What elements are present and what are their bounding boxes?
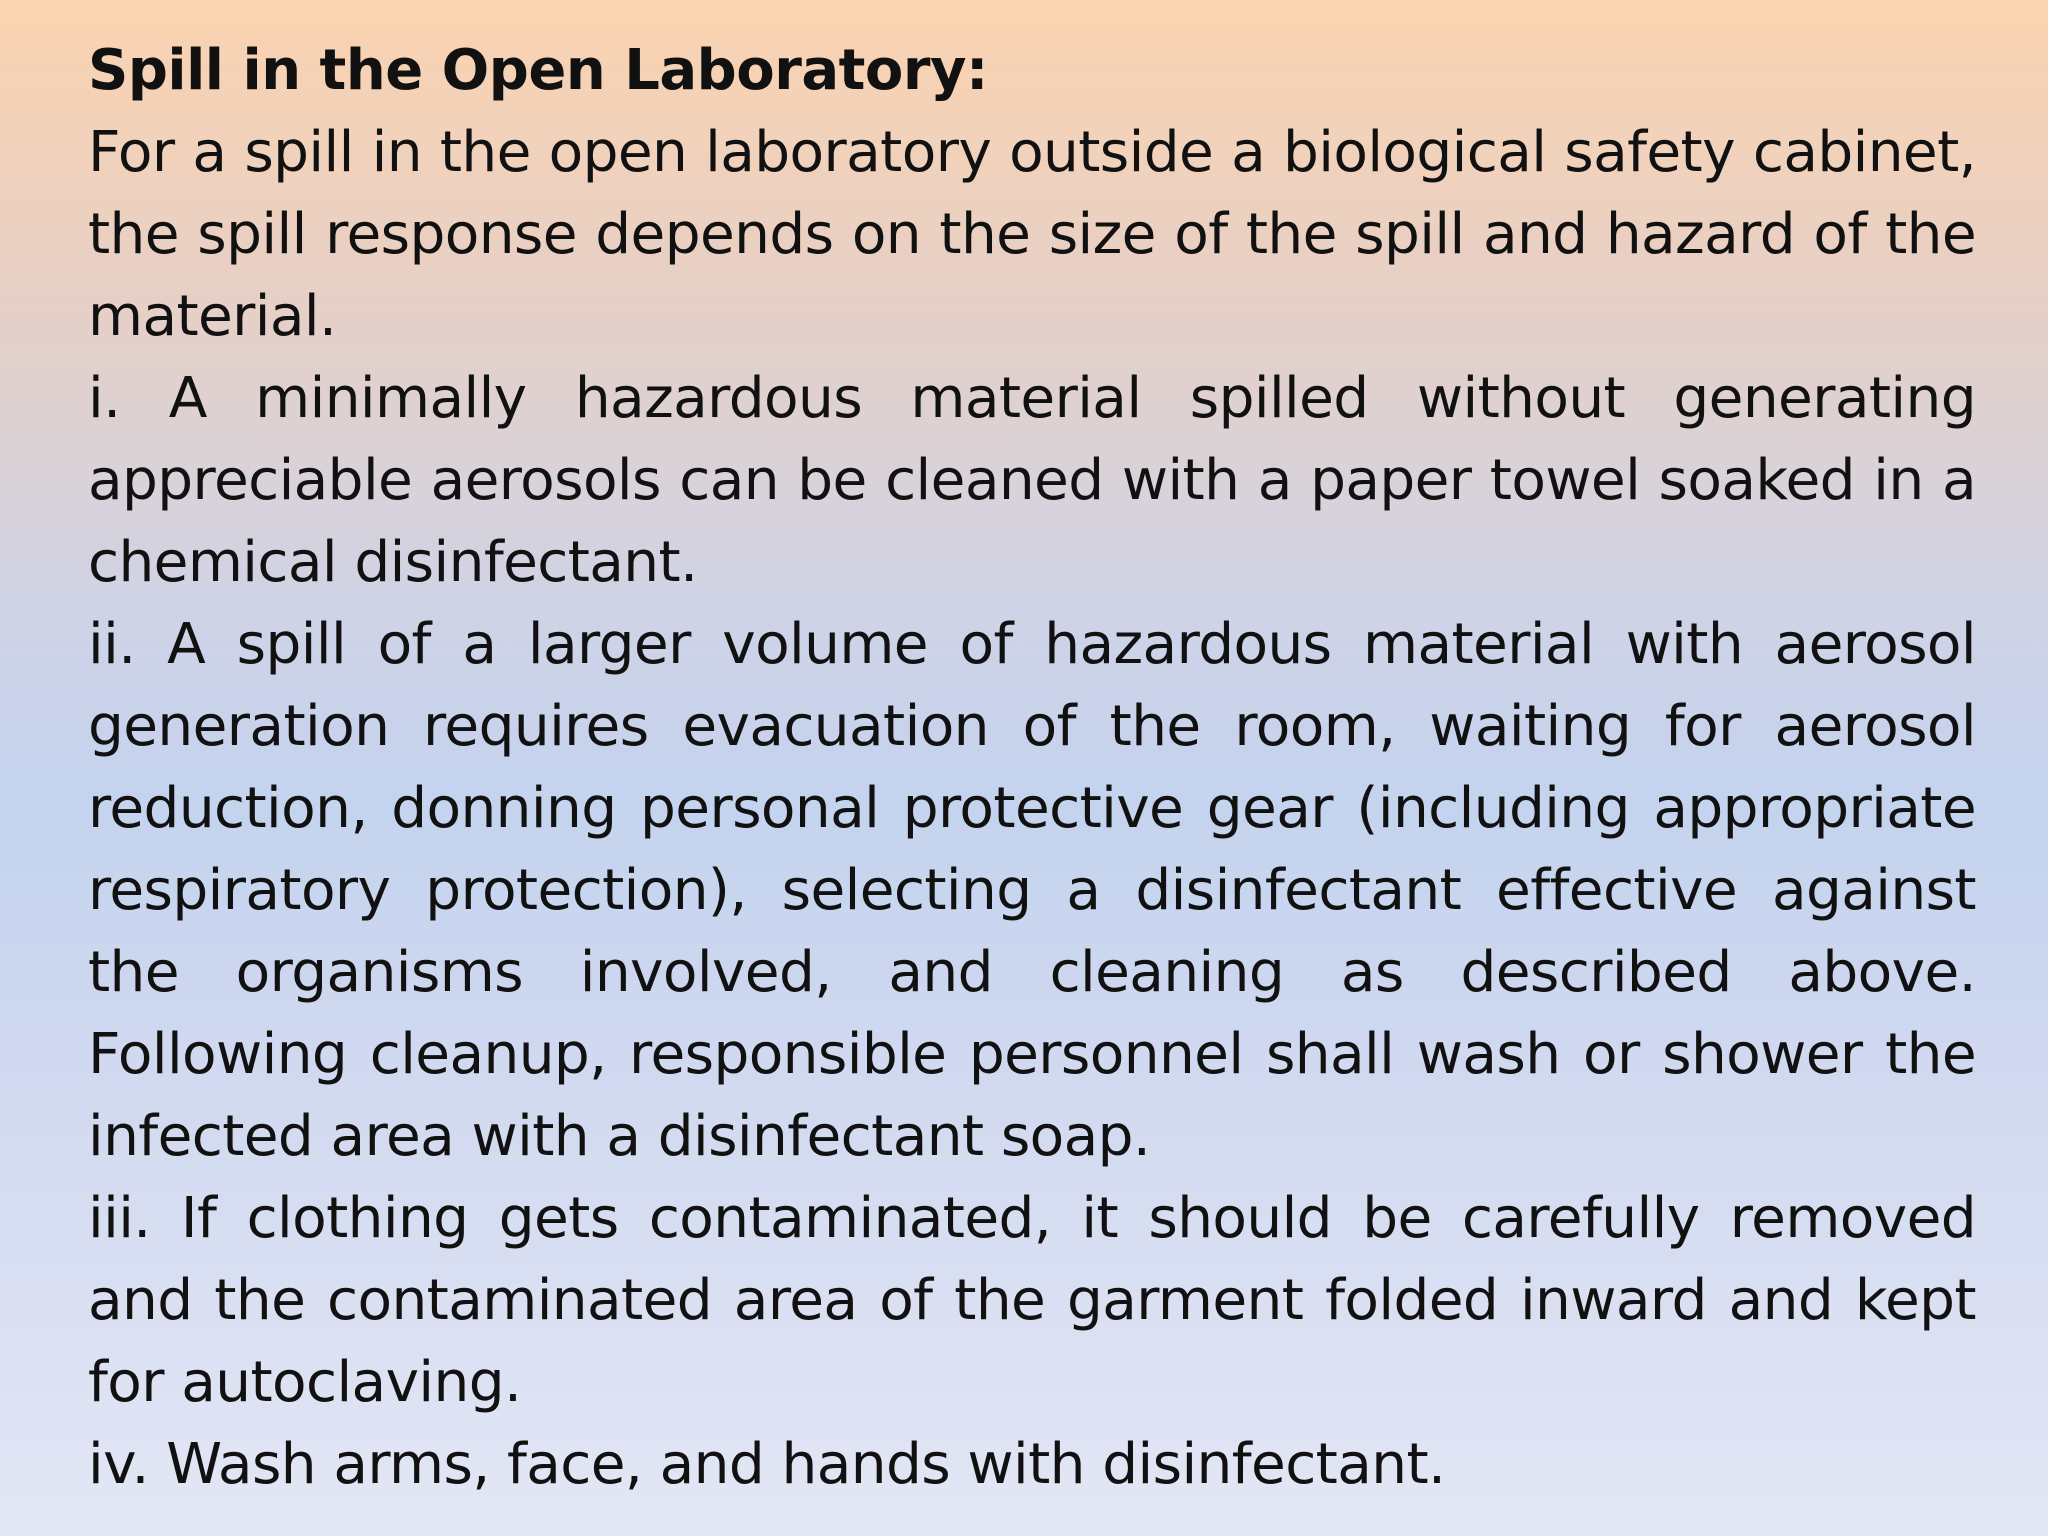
- list-item-iv: iv. Wash arms, face, and hands with disinfectant.: [88, 1432, 1446, 1497]
- list-item-i: i. A minimally hazardous material spilled without generating appreciable aerosols can be cleaned with a paper towel soaked in a chemical disinfectant.: [88, 366, 1976, 595]
- intro-paragraph: For a spill in the open laboratory outside a biological safety cabinet, the spill response depends on the size of the spill and hazard of the material.: [88, 120, 1976, 349]
- list-item-ii: ii. A spill of a larger volume of hazardous material with aerosol generation requires evacuation of the room, waiting for aerosol reduction, donning personal protective gear (including appropriate respiratory protection), selecting a disinfectant effective against the organisms involved, and cleaning as described above. Following cleanup, responsible personnel shall wash or shower the infected area with a disinfectant soap.: [88, 612, 1976, 1169]
- slide-heading: Spill in the Open Laboratory:: [88, 38, 988, 103]
- list-item-iii: iii. If clothing gets contaminated, it should be carefully removed and the contaminated area of the garment folded inward and kept for autoclaving.: [88, 1186, 1976, 1415]
- slide-content: [88, 30, 1976, 1506]
